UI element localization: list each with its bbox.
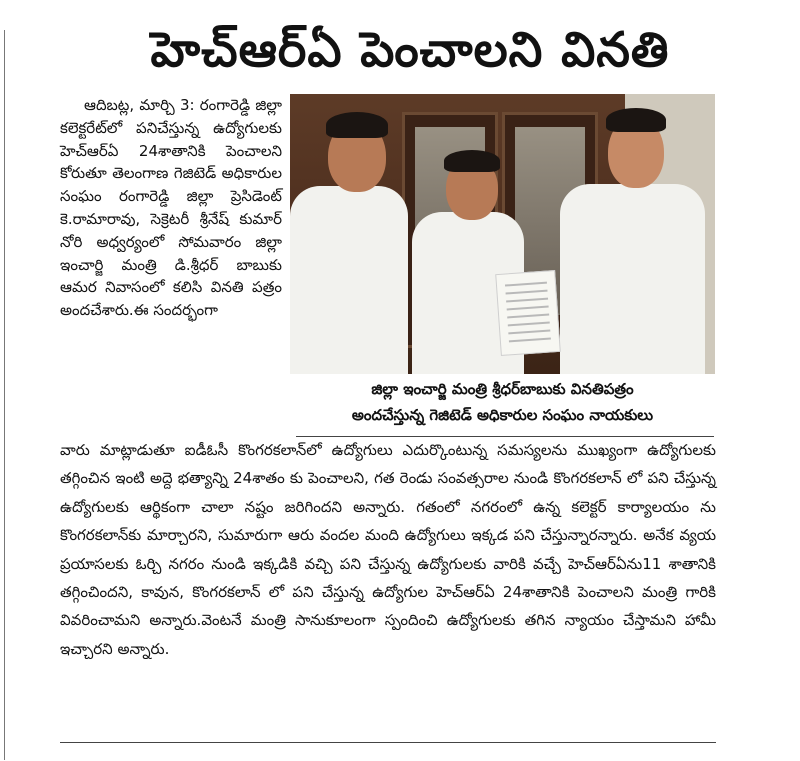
petition-document bbox=[495, 270, 561, 356]
article-body bbox=[60, 436, 716, 663]
photo-caption-line-2: అందచేస్తున్న గెజిటెడ్ అధికారుల సంఘం నాయకులు bbox=[351, 406, 654, 424]
photo-caption bbox=[290, 376, 715, 428]
bottom-divider bbox=[60, 742, 716, 743]
body-paragraph: వారు మాట్లాడుతూ ఐడీఓసీ కొంగరకలాన్‌లో ఉద్యోగులు ఎదుర్కొంటున్న సమస్యలను ముఖ్యంగా ఉద్యోగులకు తగ్గించిన ఇంటి అద్దె భత్యాన్ని 24శాతం కు పెంచాలని, గత రెండు సంవత్సరాల నుండి కొంగరకలాన్ లో పని చేస్తున్న ఉద్యోగులకు ఆర్థికంగా చాలా నష్టం జరిగిందని అన్నారు. గతంలో నగరంలో ఉన్న కలెక్టర్ కార్యాలయం ను కొంగరకలాన్‌కు మార్చారని, సుమారుగా ఆరు వందల మంది ఉద్యోగులు ఇక్కడ పని చేస్తున్నారన్నారు. అనేక వ్యయ ప్రయాసలకు ఓర్చి నగరం నుండి ఇక్కడికి వచ్చి పని చేస్తున్న ఉద్యోగులకు వారికి వచ్చే హెచ్ఆర్ఏను11 శాతానికి తగ్గించిందని, కావున, కొంగరకలాన్ లో పని చేస్తున్న ఉద్యోగుల హెచ్ఆర్ఏ 24శాతానికి పెంచాలని మంత్రి గారికి వివరించామని అన్నారు.వెంటనే మంత్రి సానుకూలంగా స్పందించి ఉద్యోగులకు తగిన న్యాయం చేస్తామని హామీ ఇచ్చారని అన్నారు. bbox=[60, 441, 716, 658]
article-headline: హెచ్ఆర్ఏ పెంచాలని వినతి bbox=[150, 22, 670, 78]
photo-caption-line-1: జిల్లా ఇంచార్జి మంత్రి శ్రీధర్‌బాబుకు వినతిపత్రం bbox=[371, 380, 634, 398]
page-edge-rule bbox=[4, 30, 5, 760]
news-photo bbox=[290, 94, 715, 374]
lead-paragraph: ఆదిబట్ల, మార్చి 3: రంగారెడ్డి జిల్లా కలెక్టరేట్‌లో పనిచేస్తున్న ఉద్యోగులకు హెచ్ఆర్ఏ 24శాతానికి పెంచాలని కోరుతూ తెలంగాణ గెజిటెడ్ అధికారుల సంఘం రంగారెడ్డి జిల్లా ప్రెసిడెంట్ కె.రామారావు, సెక్రెటరీ శ్రీనేష్ కుమార్ నోరి అధ్వర్యంలో సోమవారం జిల్లా ఇంచార్జి మంత్రి డి.శ్రీధర్ బాబుకు ఆమర నివాసంలో కలిసి వినతి పత్రం అందచేశారు.ఈ సందర్భంగా bbox=[60, 96, 282, 320]
article-lead-column bbox=[60, 94, 282, 322]
